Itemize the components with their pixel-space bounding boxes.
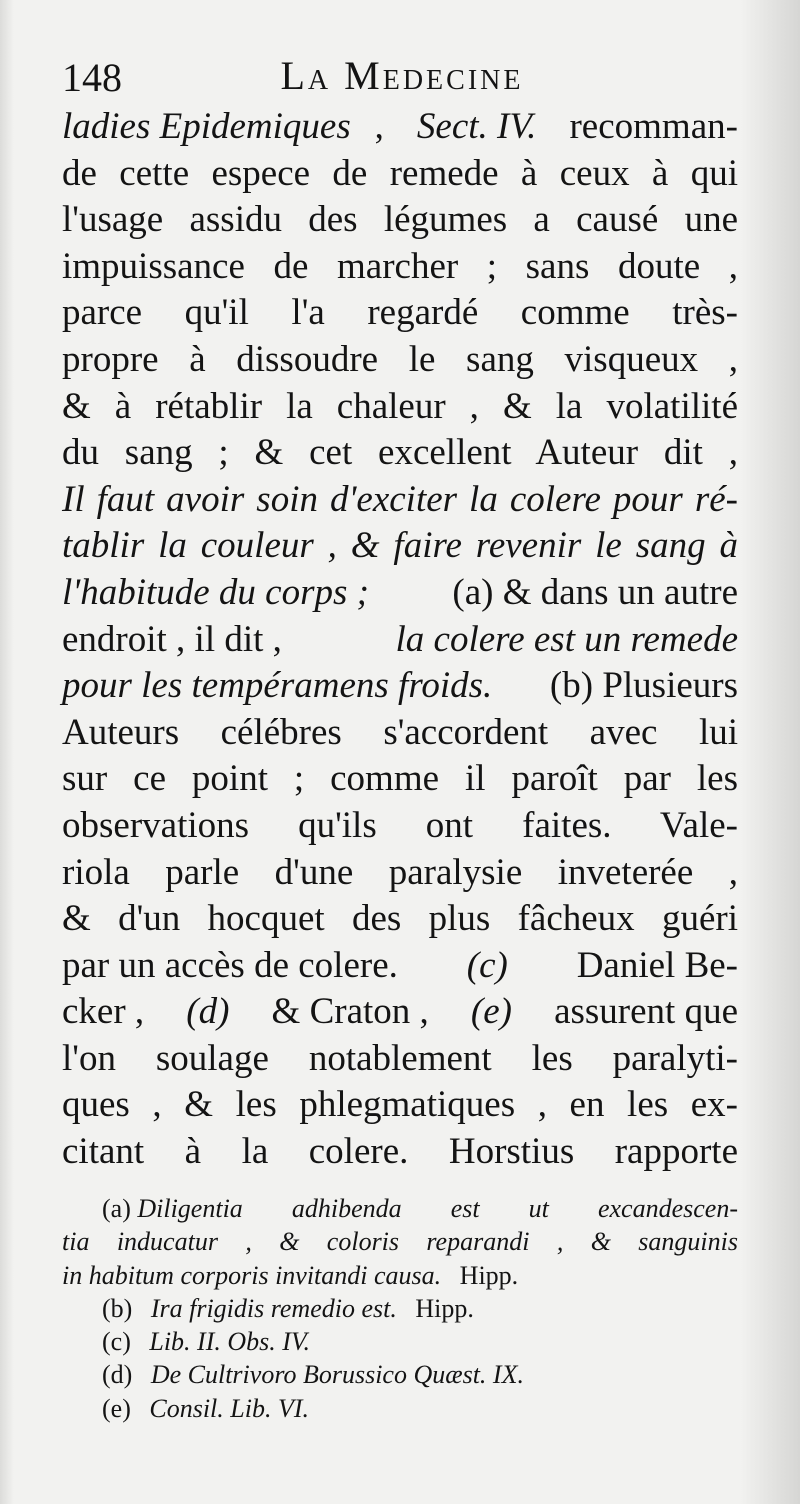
text-line bbox=[62, 896, 738, 943]
text-line bbox=[62, 1036, 738, 1083]
roman-segment: & d'un hocquet des plus fâcheux guéri bbox=[62, 898, 738, 940]
text-line bbox=[62, 430, 738, 477]
roman-segment: , bbox=[374, 106, 394, 147]
text-line bbox=[62, 244, 738, 291]
italic-segment: (e) bbox=[470, 991, 512, 1033]
italic-segment: la colere est un remede bbox=[395, 618, 738, 660]
roman-segment: Hipp. bbox=[453, 1260, 519, 1290]
italic-segment: tablir la couleur , & faire revenir le sang à bbox=[62, 525, 738, 567]
roman-segment: cker , bbox=[62, 991, 154, 1033]
roman-segment: riola parle d'une paralysie inveterée , bbox=[62, 851, 738, 893]
roman-segment: par un accès de colere. bbox=[62, 944, 408, 986]
text-line bbox=[62, 384, 738, 431]
italic-segment: Diligentia adhibenda est ut excandescen- bbox=[137, 1194, 738, 1223]
roman-segment: (e) bbox=[102, 1393, 138, 1423]
page-number: 148 bbox=[62, 55, 122, 100]
text-line bbox=[62, 943, 738, 990]
roman-segment: (b) bbox=[102, 1293, 139, 1323]
roman-segment: du sang ; & cet excellent Auteur dit , bbox=[62, 432, 738, 474]
text-line bbox=[62, 756, 738, 803]
roman-segment: assurent que bbox=[544, 991, 738, 1033]
text-line bbox=[62, 1082, 738, 1129]
italic-segment: Consil. Lib. VI. bbox=[149, 1393, 309, 1423]
text-line bbox=[62, 104, 738, 151]
italic-segment: Il faut avoir soin d'exciter la colere pour ré- bbox=[62, 478, 738, 520]
text-line bbox=[62, 1129, 738, 1176]
roman-segment: (d) bbox=[102, 1360, 139, 1390]
text-line bbox=[62, 617, 738, 664]
roman-segment: l'on soulage notablement les paralyti- bbox=[62, 1037, 738, 1079]
roman-segment: (b) Plusieurs bbox=[540, 665, 738, 707]
page-gutter-shadow bbox=[0, 0, 14, 1504]
text-line bbox=[62, 710, 738, 757]
italic-segment: Sect. IV. bbox=[416, 106, 537, 147]
text-line bbox=[62, 523, 738, 570]
italic-segment: ladies Epidemiques bbox=[62, 106, 351, 147]
roman-segment: recomman- bbox=[560, 106, 738, 147]
footnote-line bbox=[62, 1292, 738, 1325]
roman-segment: parce qu'il l'a regardé comme très- bbox=[62, 292, 738, 334]
italic-segment: pour les tempéramens froids. bbox=[62, 665, 493, 707]
roman-segment: (a) bbox=[102, 1194, 138, 1223]
roman-segment: & Craton , bbox=[262, 991, 439, 1033]
roman-segment: impuissance de marcher ; sans doute , bbox=[62, 245, 738, 287]
text-line bbox=[62, 570, 738, 617]
roman-segment: ques , & les phlegmatiques , en les ex- bbox=[62, 1084, 738, 1126]
italic-segment: (d) bbox=[186, 991, 230, 1033]
roman-segment: (a) & dans un autre bbox=[443, 571, 738, 613]
italic-segment: Ira frigidis remedio est. bbox=[150, 1293, 397, 1323]
page-header bbox=[62, 48, 742, 108]
main-text bbox=[62, 104, 738, 1176]
italic-segment: De Cultrivoro Borussico Quæst. IX. bbox=[150, 1360, 524, 1390]
footnote-line bbox=[62, 1358, 738, 1391]
footnotes bbox=[62, 1192, 738, 1425]
roman-segment: Hipp. bbox=[408, 1293, 474, 1323]
italic-segment: Lib. II. Obs. IV. bbox=[149, 1327, 310, 1357]
roman-segment: citant à la colere. Horstius rapporte bbox=[62, 1131, 738, 1173]
roman-segment: observations qu'ils ont faites. Vale- bbox=[62, 804, 738, 846]
footnote-line bbox=[62, 1259, 738, 1292]
roman-segment: sur ce point ; comme il paroît par les bbox=[62, 758, 738, 800]
roman-segment: (c) bbox=[102, 1327, 138, 1357]
page-edge-shadow bbox=[740, 0, 800, 1504]
italic-segment: tia inducatur , & coloris reparandi , & sanguinis bbox=[62, 1227, 738, 1257]
text-line bbox=[62, 663, 738, 710]
roman-segment: l'usage assidu des légumes a causé une bbox=[62, 199, 738, 241]
text-line bbox=[62, 197, 738, 244]
roman-segment: de cette espece de remede à ceux à qui bbox=[62, 152, 738, 194]
footnote-line bbox=[62, 1392, 738, 1425]
roman-segment: propre à dissoudre le sang visqueux , bbox=[62, 338, 738, 380]
text-line bbox=[62, 290, 738, 337]
italic-segment: (c) bbox=[466, 944, 508, 986]
roman-segment: endroit , il dit , bbox=[62, 618, 292, 660]
italic-segment: l'habitude du corps ; bbox=[62, 571, 369, 613]
italic-segment: in habitum corporis invitandi causa. bbox=[62, 1260, 442, 1290]
text-line bbox=[62, 989, 738, 1036]
text-line bbox=[62, 151, 738, 198]
footnote-line bbox=[62, 1325, 738, 1358]
roman-segment: Daniel Be- bbox=[567, 944, 738, 986]
text-line bbox=[62, 850, 738, 897]
text-line bbox=[62, 477, 738, 524]
running-title: La Medecine bbox=[280, 53, 524, 98]
text-line bbox=[62, 337, 738, 384]
text-line bbox=[62, 803, 738, 850]
footnote-line bbox=[62, 1192, 738, 1225]
footnote-line bbox=[62, 1225, 738, 1258]
roman-segment: & à rétablir la chaleur , & la volatilité bbox=[62, 385, 738, 427]
roman-segment: Auteurs célébres s'accordent avec lui bbox=[62, 711, 738, 753]
